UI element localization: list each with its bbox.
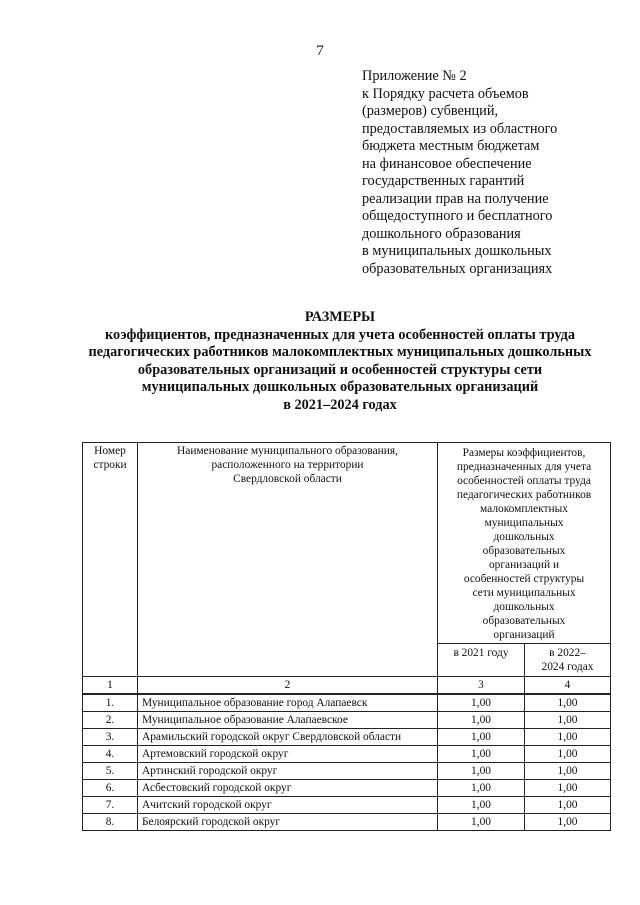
- table-row: 5. Артинский городской округ 1,00 1,00: [83, 763, 611, 780]
- appendix-note: [362, 68, 612, 278]
- appendix-line: в муниципальных дошкольных: [362, 243, 552, 259]
- appendix-line: образовательных организациях: [362, 260, 553, 277]
- column-index-row: 1 2 3 4: [83, 677, 611, 695]
- appendix-line: на финансовое обеспечение: [362, 155, 532, 172]
- title-line: РАЗМЕРЫ: [304, 309, 376, 325]
- coefficients-table: [82, 442, 611, 831]
- appendix-line: государственных гарантий: [362, 173, 525, 189]
- document-title: [60, 309, 620, 414]
- appendix-line: (размеров) субвенций,: [362, 103, 499, 119]
- table-row: 7. Ачитский городской округ 1,00 1,00: [83, 797, 611, 814]
- header-municipality-name: Наименование муниципального образования, расположенного на территории Свердловской области: [138, 443, 438, 677]
- title-line: муниципальных дошкольных образовательных организаций: [141, 379, 539, 395]
- table-row: 6. Асбестовский городской округ 1,00 1,00: [83, 780, 611, 797]
- appendix-line: реализации прав на получение: [362, 190, 549, 207]
- appendix-line: дошкольного образования: [362, 225, 521, 242]
- appendix-line: Приложение № 2: [362, 68, 467, 84]
- table-row: 8. Белоярский городской округ 1,00 1,00: [83, 814, 611, 831]
- table-row: 3. Арамильский городской округ Свердловской области 1,00 1,00: [83, 729, 611, 746]
- page-number: 7: [316, 43, 324, 59]
- appendix-line: предоставляемых из областного: [362, 120, 558, 137]
- header-coefficient-sizes: Размеры коэффициентов, предназначенных для учета особенностей оплаты труда педагогических работников малокомплектных муниципальных дошкольных образовательных организаций и особенностей структуры сети муниципальных дошкольных образовательных организаций: [438, 443, 611, 644]
- table-row: 4. Артемовский городской округ 1,00 1,00: [83, 746, 611, 763]
- appendix-line: к Порядку расчета объемов: [362, 85, 529, 102]
- header-row-number: Номер строки: [83, 443, 138, 677]
- header-2021: в 2021 году: [438, 644, 525, 677]
- appendix-line: бюджета местным бюджетам: [362, 138, 540, 154]
- header-2022-2024: в 2022– 2024 годах: [525, 644, 611, 677]
- title-line: коэффициентов, предназначенных для учета особенностей оплаты труда: [104, 326, 575, 343]
- title-line: образовательных организаций и особенностей структуры сети: [137, 361, 543, 378]
- table-row: 1. Муниципальное образование город Алапаевск 1,00 1,00: [83, 694, 611, 712]
- title-line: в 2021–2024 годах: [283, 396, 397, 413]
- appendix-line: общедоступного и бесплатного: [362, 208, 553, 224]
- table-row: 2. Муниципальное образование Алапаевское 1,00 1,00: [83, 712, 611, 729]
- title-line: педагогических работников малокомплектных муниципальных дошкольных: [88, 344, 592, 360]
